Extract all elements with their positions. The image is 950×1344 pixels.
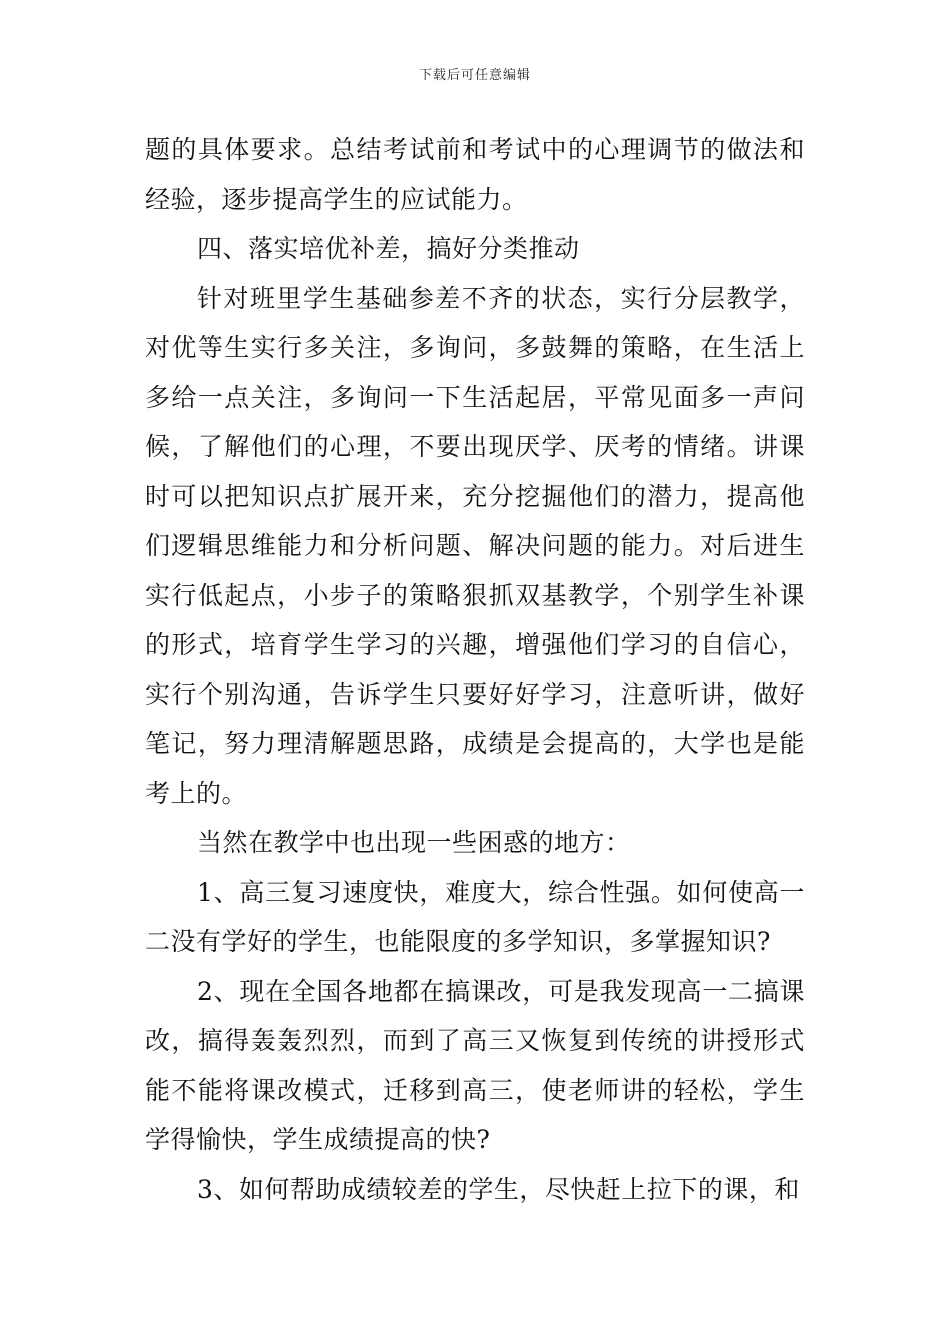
paragraph: 当然在教学中也出现一些困惑的地方：	[197, 828, 631, 857]
section-heading: 四、落实培优补差，搞好分类推动	[197, 234, 580, 263]
document-body	[145, 125, 805, 1214]
paragraph: 针对班里学生基础参差不齐的状态，实行分层教学，对优等生实行多关注，多询问，多鼓舞的策略，在生活上多给一点关注，多询问一下生活起居，平常见面多一声问候，了解他们的心理，不要出现厌学、厌考的情绪。讲课时可以把知识点扩展开来，充分挖掘他们的潜力，提高他们逻辑思维能力和分析问题、解决问题的能力。对后进生实行低起点，小步子的策略狠抓双基教学，个别学生补课的形式，培育学生学习的兴趣，增强他们学习的自信心，实行个别沟通，告诉学生只要好好学习，注意听讲，做好笔记，努力理清解题思路，成绩是会提高的，大学也是能考上的。	[145, 283, 805, 808]
list-item: 3、如何帮助成绩较差的学生，尽快赶上拉下的课，和	[197, 1174, 800, 1204]
list-item: 2、现在全国各地都在搞课改，可是我发现高一二搞课改，搞得轰轰烈烈，而到了高三又恢复到传统的讲授形式能不能将课改模式，迁移到高三，使老师讲的轻松，学生学得愉快，学生成绩提高的快?	[145, 976, 805, 1154]
page-header: 下载后可任意编辑	[418, 68, 531, 83]
paragraph: 题的具体要求。总结考试前和考试中的心理调节的做法和经验，逐步提高学生的应试能力。	[145, 135, 805, 214]
list-item: 1、高三复习速度快，难度大，综合性强。如何使高一二没有学好的学生，也能限度的多学知识，多掌握知识?	[145, 877, 805, 956]
